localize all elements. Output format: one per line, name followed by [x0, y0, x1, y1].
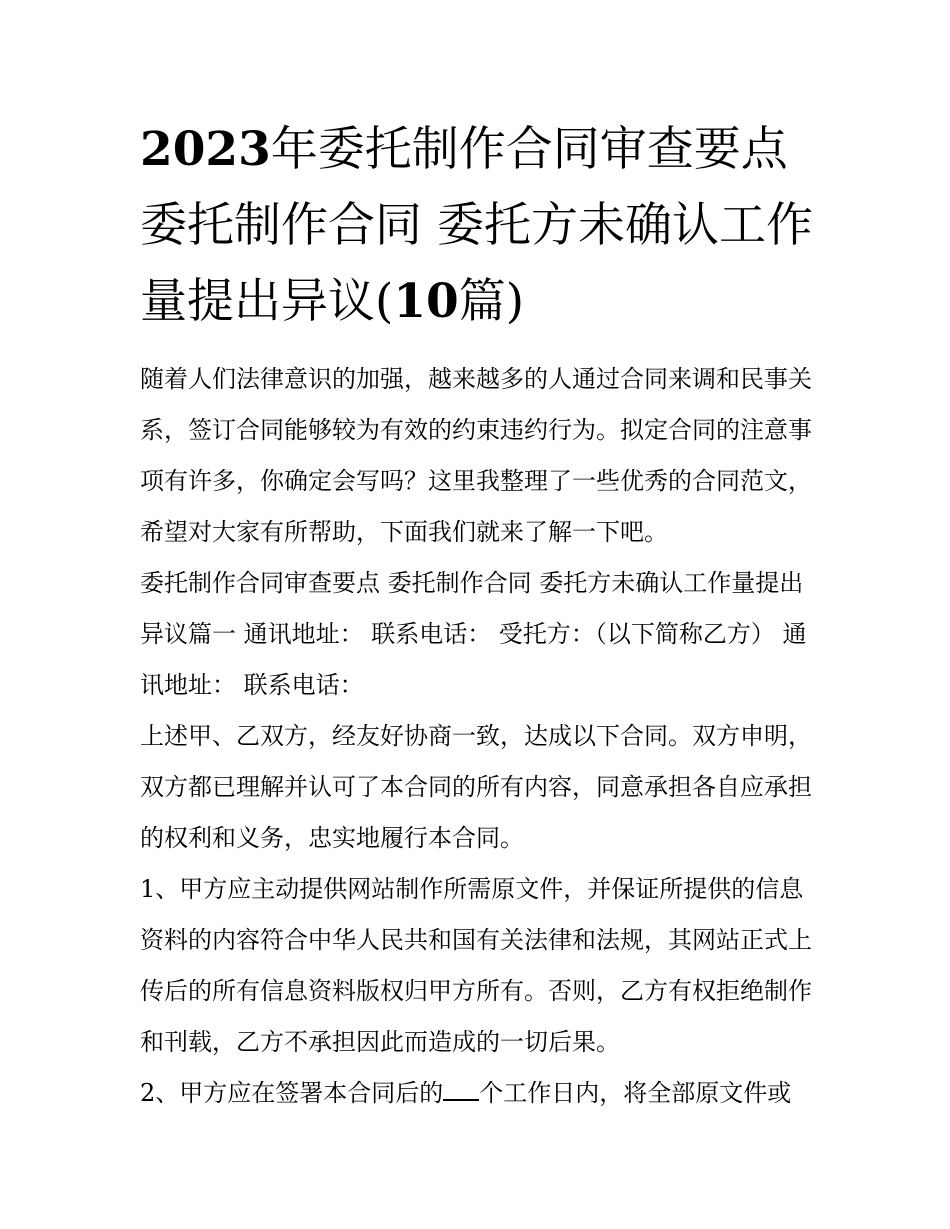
clause-2-paragraph — [140, 1068, 815, 1119]
clause-2-blank — [443, 1077, 479, 1101]
clause-2-after: 个工作日内，将全部原文件或 — [479, 1079, 792, 1107]
clause-1-paragraph: 1、甲方应主动提供网站制作所需原文件，并保证所提供的信息资料的内容符合中华人民共和国有关法律和法规，其网站正式上传后的所有信息资料版权归甲方所有。否则，乙方有权拒绝制作和刊载，乙方不承担因此而造成的一切后果。 — [140, 875, 812, 1056]
title-end: 篇) — [458, 274, 525, 329]
intro-paragraph: 随着人们法律意识的加强，越来越多的人通过合同来调和民事关系，签订合同能够较为有效的约束违约行为。拟定合同的注意事项有许多，你确定会写吗？这里我整理了一些优秀的合同范文，希望对大家有所帮助，下面我们就来了解一下吧。 — [140, 365, 812, 546]
title-count: 10 — [393, 274, 459, 329]
clause-2-before: 2、甲方应在签署本合同后的 — [140, 1079, 444, 1107]
title-text: 年委托制作合同审查要点委托制作合同 委托方未确认工作量提出异议( — [140, 122, 813, 329]
agreement-paragraph: 上述甲、乙双方，经友好协商一致，达成以下合同。双方申明，双方都已理解并认可了本合同的所有内容，同意承担各自应承担的权利和义务，忠实地履行本合同。 — [140, 722, 812, 852]
document-page — [140, 112, 815, 1119]
document-title — [140, 112, 815, 340]
contract-parties-paragraph: 委托制作合同审查要点 委托制作合同 委托方未确认工作量提出异议篇一 通讯地址： 联系电话： 受托方：（以下简称乙方） 通讯地址： 联系电话： — [140, 569, 807, 699]
title-year: 2023 — [140, 122, 271, 177]
